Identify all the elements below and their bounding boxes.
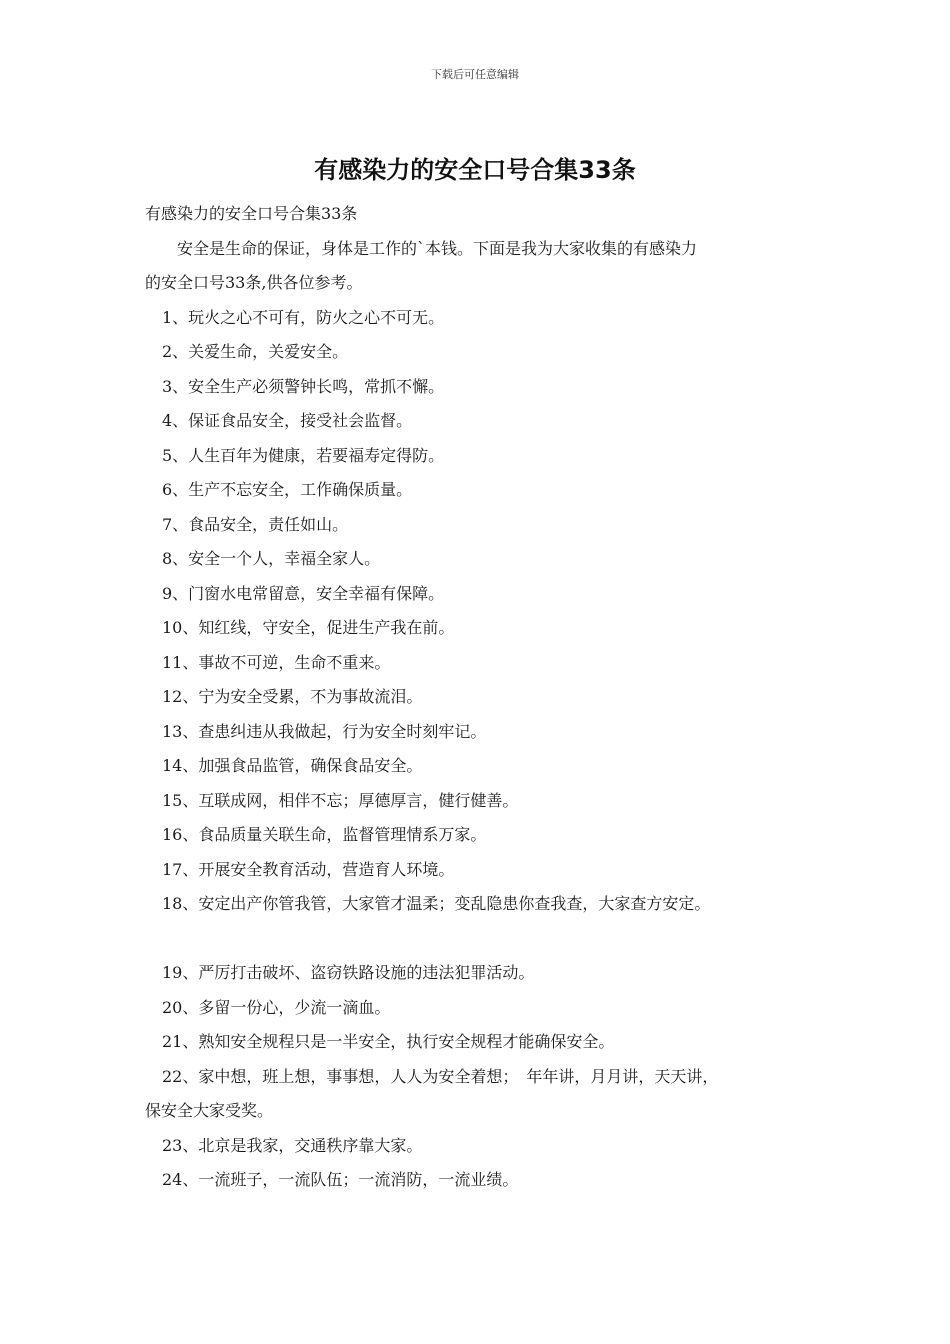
slogan-item: 5、人生百年为健康，若要福寿定得防。 xyxy=(162,445,445,465)
document-subtitle: 有感染力的安全口号合集33条 xyxy=(145,204,358,223)
intro-paragraph-line-2: 的安全口号33条,供各位参考。 xyxy=(145,273,363,292)
slogan-item: 8、安全一个人，幸福全家人。 xyxy=(162,549,381,568)
blank-line xyxy=(145,922,825,957)
slogan-item: 4、保证食品安全，接受社会监督。 xyxy=(162,411,413,430)
slogan-item: 13、查患纠违从我做起，行为安全时刻牢记。 xyxy=(162,721,487,741)
slogan-item: 24、一流班子，一流队伍；一流消防，一流业绩。 xyxy=(162,1170,519,1189)
slogan-item: 2、关爱生命，关爱安全。 xyxy=(162,342,349,361)
slogan-item: 15、互联成网，相伴不忘；厚德厚言，健行健善。 xyxy=(162,790,519,810)
slogan-item: 10、知红线，守安全，促进生产我在前。 xyxy=(162,618,455,637)
intro-paragraph-line-1: 安全是生命的保证，身体是工作的`本钱。下面是我为大家收集的有感染力 xyxy=(177,238,698,258)
slogan-item: 9、门窗水电常留意，安全幸福有保障。 xyxy=(162,583,445,603)
slogan-item: 11、事故不可逆，生命不重来。 xyxy=(162,652,391,672)
slogan-item: 23、北京是我家，交通秩序靠大家。 xyxy=(162,1135,423,1155)
slogan-item: 6、生产不忘安全，工作确保质量。 xyxy=(162,480,413,499)
slogan-item: 22、家中想，班上想，事事想，人人为安全着想； 年年讲，月月讲，天天讲， xyxy=(162,1066,719,1086)
slogan-item: 14、加强食品监管，确保食品安全。 xyxy=(162,756,423,775)
slogan-item: 21、熟知安全规程只是一半安全，执行安全规程才能确保安全。 xyxy=(162,1032,615,1051)
slogan-item: 3、安全生产必须警钟长鸣，常抓不懈。 xyxy=(162,376,445,396)
document-title: 有感染力的安全口号合集33条 xyxy=(314,156,636,184)
slogan-item: 19、严厉打击破坏、盗窃铁路设施的违法犯罪活动。 xyxy=(162,963,535,982)
slogan-item: 20、多留一份心，少流一滴血。 xyxy=(162,997,391,1017)
slogan-item: 16、食品质量关联生命，监督管理情系万家。 xyxy=(162,825,487,844)
document-body xyxy=(145,197,825,1198)
slogan-item: 7、食品安全，责任如山。 xyxy=(162,514,349,534)
page-header-note: 下载后可任意编辑 xyxy=(431,68,519,81)
slogan-item-continuation: 保安全大家受奖。 xyxy=(145,1101,274,1120)
slogan-item: 17、开展安全教育活动，营造育人环境。 xyxy=(162,859,455,879)
slogan-item: 18、安定出产你管我管，大家管才温柔；变乱隐患你查我查，大家查方安定。 xyxy=(162,894,711,913)
slogan-item: 1、玩火之心不可有，防火之心不可无。 xyxy=(162,307,445,327)
slogan-item: 12、宁为安全受累，不为事故流泪。 xyxy=(162,687,423,706)
